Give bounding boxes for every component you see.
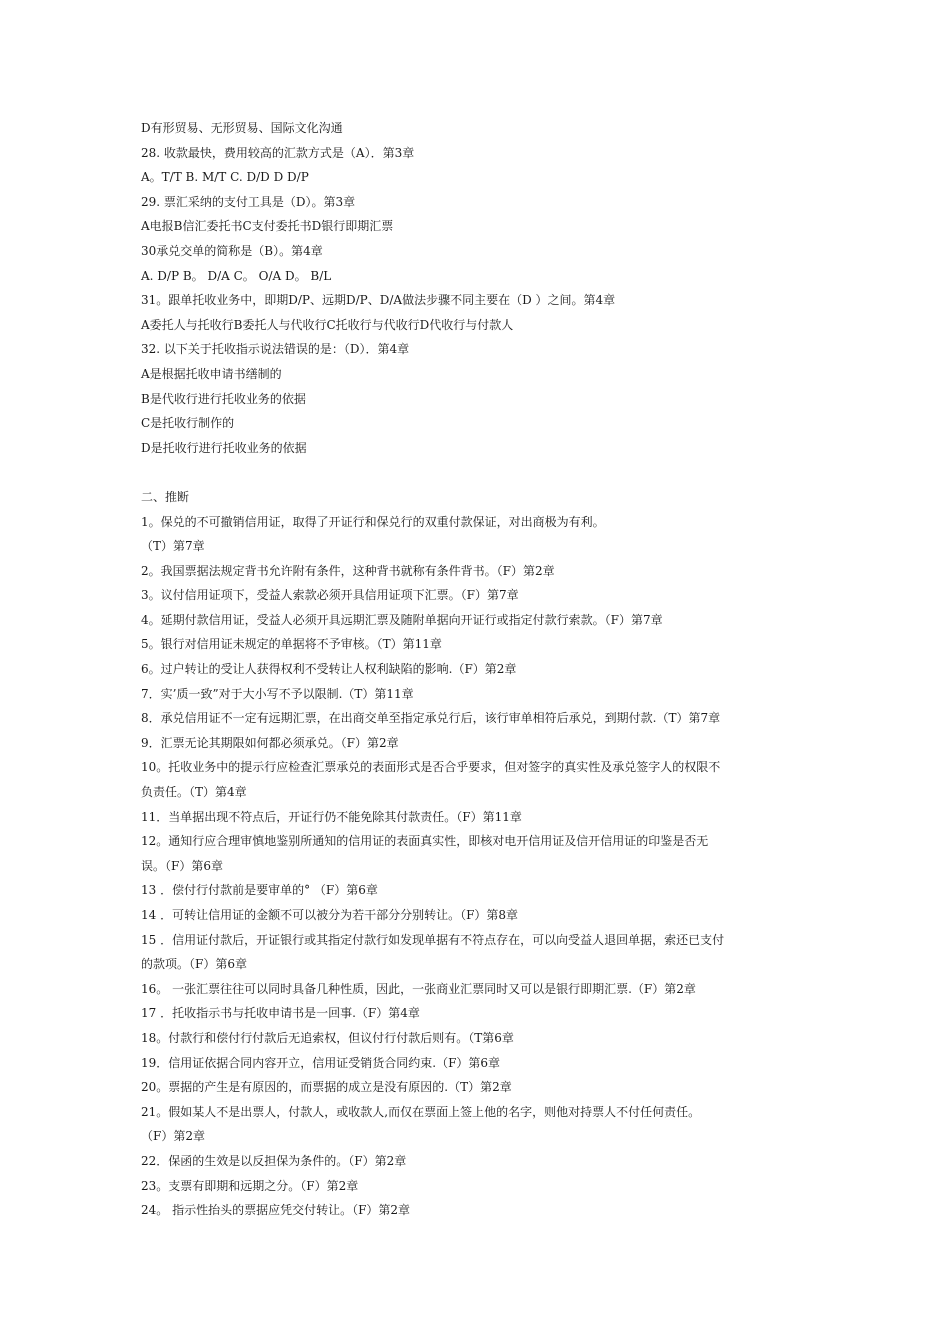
text-line: A电报B信汇委托书C支付委托书D银行即期汇票 [141, 219, 394, 234]
text-line: C是托收行制作的 [141, 416, 235, 431]
text-line: A委托人与托收行B委托人与代收行C托收行与代收行D代收行与付款人 [141, 317, 514, 332]
section-heading: 二、推断 [141, 489, 190, 504]
text-line: （F）第2章 [141, 1129, 205, 1144]
text-line: 1。保兑的不可撤销信用证，取得了开证行和保兑行的双重付款保证，对出商极为有利。 [141, 514, 605, 529]
text-line: 4。延期付款信用证，受益人必须开具远期汇票及随附单据向开证行或指定付款行索款。（F）第7章 [141, 612, 663, 627]
section-spacer [141, 460, 821, 485]
text-line: 的款项。（F）第6章 [141, 957, 247, 972]
text-line: 16。 一张汇票往往可以同时具备几种性质，因此，一张商业汇票同时又可以是银行即期汇票.（F）第2章 [141, 981, 696, 996]
text-line: 10。托收业务中的提示行应检查汇票承兑的表面形式是否合乎要求，但对签字的真实性及承兑签字人的权限不 [141, 760, 721, 775]
text-line: D是托收行进行托收业务的依据 [141, 440, 307, 455]
text-line: 21。假如某人不是出票人，付款人，或收款人,而仅在票面上签上他的名字，则他对持票人不付任何责任。 [141, 1104, 701, 1119]
text-line: 2。我国票据法规定背书允许附有条件，这种背书就称有条件背书。（F）第2章 [141, 563, 555, 578]
text-line: 6。过户转让的受让人获得权利不受转让人权利缺陷的影响.（F）第2章 [141, 662, 517, 677]
text-line: 30承兑交单的简称是（B）。第4章 [141, 243, 323, 258]
text-line: 15 ．信用证付款后，开证银行或其指定付款行如发现单据有不符点存在，可以向受益人退回单据，索还已支付 [141, 932, 725, 947]
multiple-choice-section [141, 116, 821, 460]
text-line: 13 ．偿付行付款前是要审单的° （F）第6章 [141, 883, 378, 898]
text-line: 23。支票有即期和远期之分。（F）第2章 [141, 1178, 359, 1193]
text-line: 29. 票汇采纳的支付工具是（D）。第3章 [141, 194, 356, 209]
text-line: D有形贸易、无形贸易、国际文化沟通 [141, 121, 343, 135]
text-line: 14 ．可转让信用证的金额不可以被分为若干部分分别转让。（F）第8章 [141, 908, 519, 922]
text-line: B是代收行进行托收业务的依据 [141, 391, 306, 406]
text-line: A. D/P B。 D/A C。 O/A D。 B/L [141, 268, 332, 283]
text-line: 31。跟单托收业务中，即期D/P、远期D/P、D/A做法步骤不同主要在（D ）之间。第4章 [141, 293, 616, 308]
text-line: 19．信用证依据合同内容开立，信用证受销货合同约束.（F）第6章 [141, 1055, 501, 1070]
text-line: 负责任。（T）第4章 [141, 785, 247, 800]
text-line: （T）第7章 [141, 539, 205, 554]
judgement-section [141, 485, 821, 1223]
text-line: 22．保函的生效是以反担保为条件的。（F）第2章 [141, 1153, 407, 1168]
text-line: 9．汇票无论其期限如何都必须承兑。（F）第2章 [141, 735, 399, 750]
text-line: 11．当单据出现不符点后，开证行仍不能免除其付款责任。（F）第11章 [141, 809, 522, 824]
text-line: 32. 以下关于托收指示说法错误的是：（D）．第4章 [141, 342, 410, 357]
text-line: 17 ．托收指示书与托收申请书是一回事.（F）第4章 [141, 1006, 420, 1021]
text-line: 5。银行对信用证未规定的单据将不予审核。（T）第11章 [141, 637, 442, 652]
text-line: 3。议付信用证项下，受益人索款必须开具信用证项下汇票。（F）第7章 [141, 588, 519, 603]
text-line: 误。（F）第6章 [141, 858, 223, 873]
text-line: 7．实’质一致”对于大小写不予以限制.（T）第11章 [141, 686, 414, 701]
text-line: 28. 收款最快，费用较高的汇款方式是（A）．第3章 [141, 145, 415, 160]
text-line: 24。 指示性抬头的票据应凭交付转让。（F）第2章 [141, 1203, 411, 1218]
text-line: 12。通知行应合理审慎地鉴别所通知的信用证的表面真实性，即核对电开信用证及信开信用证的印鉴是否无 [141, 834, 709, 849]
text-line: A。T/T B. M/T C. D/D D D/P [141, 170, 309, 185]
text-line: A是根据托收申请书缮制的 [141, 366, 282, 381]
text-line: 20。票据的产生是有原因的，而票据的成立是没有原因的.（T）第2章 [141, 1080, 512, 1095]
document-body [141, 116, 821, 1223]
text-line: 18。付款行和偿付行付款后无追索权，但议付行付款后则有。（T第6章 [141, 1030, 514, 1045]
text-line: 8．承兑信用证不一定有远期汇票，在出商交单至指定承兑行后，该行审单相符后承兑，到期付款.（T）第7章 [141, 711, 721, 726]
